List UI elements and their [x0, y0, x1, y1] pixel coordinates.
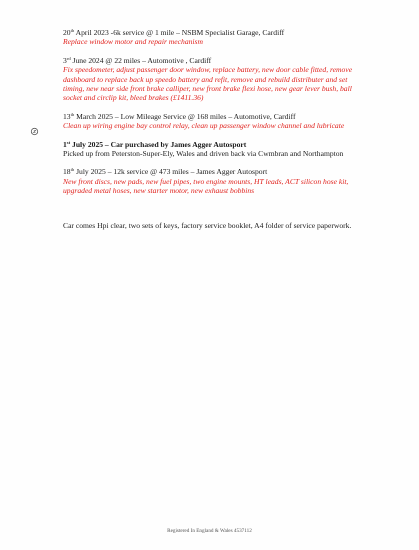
entry-details: Clean up wiring engine bay control relay, clean up passenger window channel and lubricate [63, 121, 345, 131]
summary-paragraph: Car comes Hpi clear, two sets of keys, factory service booklet, A4 folder of service paperwork. [63, 220, 352, 230]
entry-details: New front discs, new pads, new fuel pipes, two engine mounts, HT leads, ACT silicon hose kit, upgraded metal hoses, new starter motor, new exhaust bobbins [63, 176, 349, 196]
entry-heading-text: July 2025 – Car purchased by James Agger Autosport [70, 139, 247, 149]
entry-heading [63, 56, 363, 65]
entry-heading-text: April 2023 -6k service @ 1 mile – NSBM Specialist Garage, Cardiff [74, 28, 285, 37]
entry-day: 13 [63, 111, 71, 121]
service-entry [63, 112, 363, 131]
footer-registration: Registered In England & Wales 4537112 [167, 528, 252, 534]
entry-day: 1 [63, 139, 67, 149]
purchase-entry [63, 140, 363, 159]
entry-day: 3 [63, 55, 67, 65]
entry-heading-text: June 2024 @ 22 miles – Automotive , Cardiff [70, 55, 212, 65]
entry-day: 20 [63, 28, 71, 37]
entry-day-suffix: th [70, 167, 75, 173]
entry-notes: Picked up from Peterston-Super-Ely, Wales and driven back via Cwmbran and Northampton [63, 149, 344, 159]
entry-day-suffix: st [66, 139, 71, 145]
entry-day: 18 [63, 167, 71, 177]
entry-heading [63, 167, 363, 176]
entry-day-suffix: th [70, 111, 75, 117]
entry-heading [63, 28, 363, 37]
service-entry [63, 56, 363, 103]
circled-mark-icon [30, 127, 39, 136]
entry-day-suffix: rd [66, 55, 71, 61]
entry-details: Replace window motor and repair mechanism [63, 37, 203, 47]
entry-heading-text: July 2025 – 12k service @ 473 miles – James Agger Autosport [74, 167, 268, 177]
entry-day-suffix: th [70, 28, 75, 33]
entry-heading [63, 112, 363, 121]
entry-details: Fix speedometer, adjust passenger door window, replace battery, new door cable fitted, remove dashboard to replace back up speedo battery and refit, remove and rebuild distributer and set timing, new near side front brake calliper, new front brake flexi hose, new gear lever bush, ball socket and circlip kit, bleed brakes (£1411.36) [63, 65, 353, 103]
service-entry [63, 167, 363, 195]
entry-heading [63, 140, 363, 149]
service-history [63, 28, 363, 230]
service-entry [63, 28, 363, 47]
entry-heading-text: March 2025 – Low Mileage Service @ 168 miles – Automotive, Cardiff [74, 111, 296, 121]
